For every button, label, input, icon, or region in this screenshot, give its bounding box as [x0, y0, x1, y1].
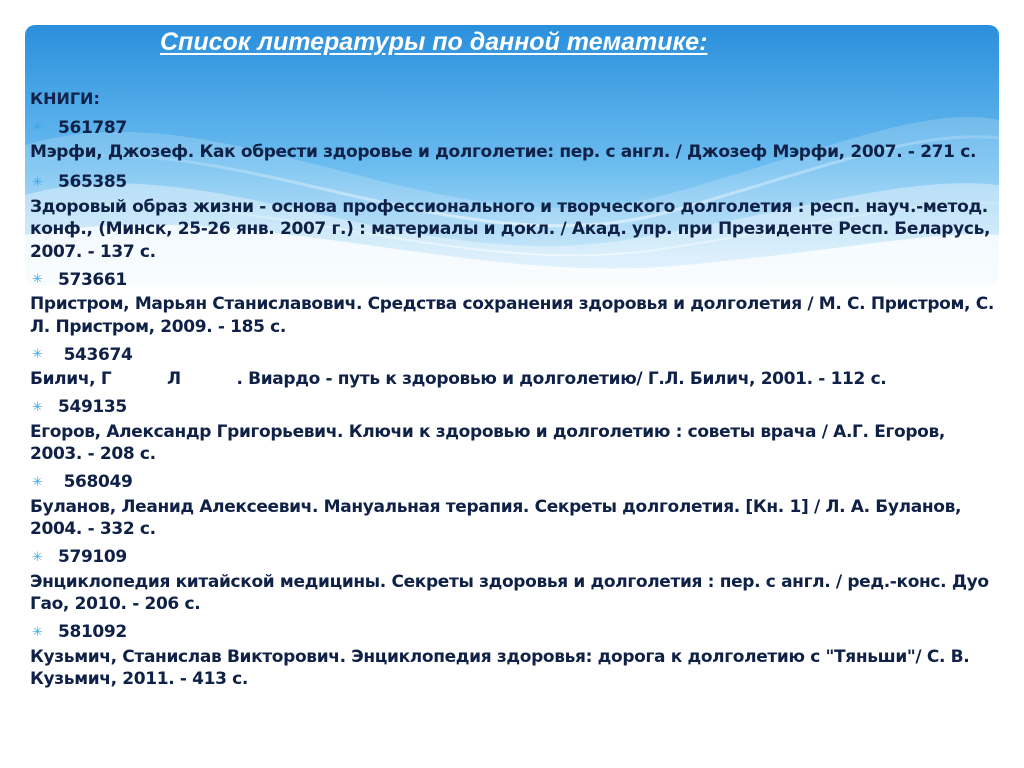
list-item	[30, 545, 995, 571]
item-reference: Здоровый образ жизни - основа профессионального и творческого долголетия : респ. науч.-метод. конф., (Минск, 25-26 янв. 2007 г.) : материалы и докл. / Акад. упр. при Президенте Респ. Беларусь, 2007. - 137 с.	[30, 196, 991, 262]
item-code: 549135	[58, 397, 127, 418]
item-reference: Пристром, Марьян Станиславович. Средства сохранения здоровья и долголетия / М. С. Пристром, С. Л. Пристром, 2009. - 185 с.	[30, 294, 994, 337]
star-bullet-icon: ✳	[32, 120, 43, 135]
star-bullet-icon: ✳	[32, 347, 43, 362]
page-title: Список литературы по данной тематике:	[160, 28, 708, 56]
item-reference: Егоров, Александр Григорьевич. Ключи к здоровью и долголетию : советы врача / А.Г. Егоров, 2003. - 208 с.	[30, 421, 945, 464]
list-item	[30, 267, 995, 293]
item-code: 561787	[58, 117, 127, 138]
bibliography-list	[30, 88, 995, 695]
item-reference: Билич, Г Л . Виардо - путь к здоровью и долголетию/ Г.Л. Билич, 2001. - 112 с.	[30, 369, 887, 389]
star-bullet-icon: ✳	[32, 272, 43, 287]
item-code: 543674	[58, 344, 133, 365]
list-item	[30, 620, 995, 646]
item-code: 568049	[58, 472, 133, 493]
star-bullet-icon: ✳	[32, 399, 43, 415]
item-reference: Энциклопедия китайской медицины. Секреты здоровья и долголетия : пер. с англ. / ред.-конс. Дуо Гао, 2010. - 206 с.	[30, 571, 989, 614]
item-code: 565385	[58, 172, 127, 193]
item-reference: Кузьмич, Станислав Викторович. Энциклопедия здоровья: дорога к долголетию с "Тяньши"/ С. В. Кузьмич, 2011. - 413 с.	[30, 646, 970, 689]
item-reference: Мэрфи, Джозеф. Как обрести здоровье и долголетие: пер. с англ. / Джозеф Мэрфи, 2007. - 271 с.	[30, 142, 977, 162]
list-item	[30, 470, 995, 496]
star-bullet-icon: ✳	[32, 624, 43, 640]
list-item	[30, 395, 995, 421]
list-item	[30, 342, 995, 368]
item-code: 573661	[58, 269, 127, 290]
star-bullet-icon: ✳	[32, 474, 43, 490]
item-code: 579109	[58, 547, 127, 568]
list-item	[30, 115, 995, 141]
section-label: КНИГИ:	[30, 89, 100, 108]
item-code: 581092	[58, 622, 127, 643]
list-item	[30, 170, 995, 196]
item-reference: Буланов, Леанид Алексеевич. Мануальная терапия. Секреты долголетия. [Кн. 1] / Л. А. Буланов, 2004. - 332 с.	[30, 496, 962, 539]
star-bullet-icon: ✳	[32, 549, 43, 565]
star-bullet-icon: ✳	[32, 174, 43, 190]
